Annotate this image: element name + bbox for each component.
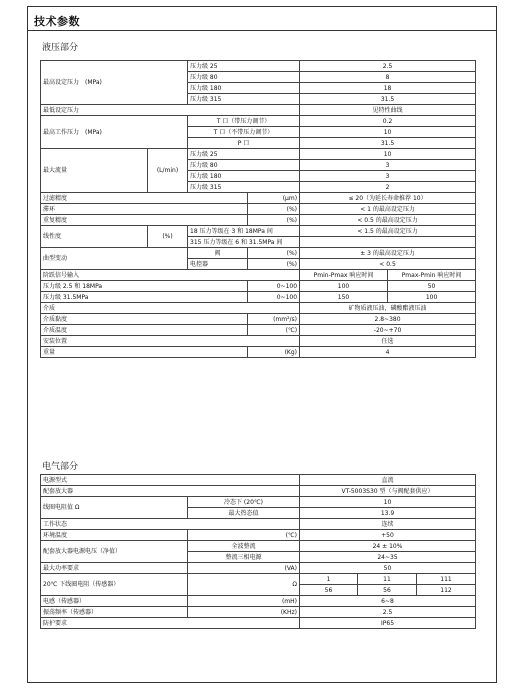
table-row: 配套放大器 VT-5003S30 型（与阀配套供应） xyxy=(41,486,476,497)
table-row: 线圈电阻值 Ω 冷态下 (20℃) 10 xyxy=(41,497,476,508)
table-row: 最低设定压力 见特性曲线 xyxy=(41,105,476,116)
table-row: 电源型式 直流 xyxy=(41,475,476,486)
table-row: 最大流量 (L/min) 压力级 25 10 xyxy=(41,149,476,160)
table-row: 过滤精度 (μm) ≤ 20（为延长寿命推荐 10） xyxy=(41,193,476,204)
table-row: 防护要求 IP65 xyxy=(41,618,476,629)
table-row: 振荡频率（传感器） (KHz) 2.5 xyxy=(41,607,476,618)
table-row: 电控器 (%) < 0.5 xyxy=(41,259,476,270)
table-row: 电感（传感器） (mH) 6~8 xyxy=(41,596,476,607)
table-row: 压力级 315 2 xyxy=(41,182,476,193)
table-row: 曲型变动 阀 (%) ± 3 的最高设定压力 xyxy=(41,248,476,259)
table-row: 配套放大器电源电压（净值） 全波整流 24 ± 10% xyxy=(41,541,476,552)
table-row: 20℃ 下线圈电阻（传感器） Ω 1 11 111 xyxy=(41,574,476,585)
table-row: 线性度 (%) 18 压力等级在 3 和 18MPa 间 < 1.5 的最高设定压力 xyxy=(41,226,476,237)
table-row: 整流三相电源 24~35 xyxy=(41,552,476,563)
table-row: 环境温度 (℃) +50 xyxy=(41,530,476,541)
table-row: 安装位置 任选 xyxy=(41,336,476,347)
table-row: 滞环 (%) < 1 的最高设定压力 xyxy=(41,204,476,215)
table-row: 压力级 80 3 xyxy=(41,160,476,171)
table-row: 56 56 112 xyxy=(41,585,476,596)
hydraulic-table xyxy=(40,60,476,358)
table-row: 重量 (Kg) 4 xyxy=(41,347,476,358)
table-row: 工作状态 连续 xyxy=(41,519,476,530)
page-title: 技术参数 xyxy=(34,15,80,28)
table-row: 压力级 180 3 xyxy=(41,171,476,182)
table-row: 最大热态值 13.9 xyxy=(41,508,476,519)
table-row: 压力级 31.5MPa 0~100 150 100 xyxy=(41,292,476,303)
electrical-table xyxy=(40,474,476,629)
title-divider xyxy=(28,30,496,31)
section-hydraulic: 液压部分 xyxy=(42,43,79,53)
table-row: P 口 31.5 xyxy=(41,138,476,149)
section-electrical: 电气部分 xyxy=(42,462,79,472)
table-row: 重复精度 (%) < 0.5 的最高设定压力 xyxy=(41,215,476,226)
table-row: 压力级 180 18 xyxy=(41,83,476,94)
table-row: 压力级 315 31.5 xyxy=(41,94,476,105)
table-row: 315 压力等级在 6 和 31.5MPa 间 xyxy=(41,237,476,248)
table-row: 阶跃信号输入 Pmin-Pmax 响应时间 Pmax-Pmin 响应时间 xyxy=(41,270,476,281)
table-row: 最高工作压力 (MPa) T 口（带压力调节） 0.2 xyxy=(41,116,476,127)
table-row: 介质 矿物质液压油，磷酸酯液压油 xyxy=(41,303,476,314)
table-row: 压力级 2.5 和 18MPa 0~100 100 50 xyxy=(41,281,476,292)
table-row: 最高设定压力 (MPa) 压力级 25 2.5 xyxy=(41,61,476,72)
table-row: 介质温度 (℃) -20~+70 xyxy=(41,325,476,336)
table-row: 压力级 80 8 xyxy=(41,72,476,83)
table-row: T 口（不带压力调节） 10 xyxy=(41,127,476,138)
table-row: 最大功率要求 (VA) 50 xyxy=(41,563,476,574)
table-row: 介质黏度 (mm²/s) 2.8~380 xyxy=(41,314,476,325)
